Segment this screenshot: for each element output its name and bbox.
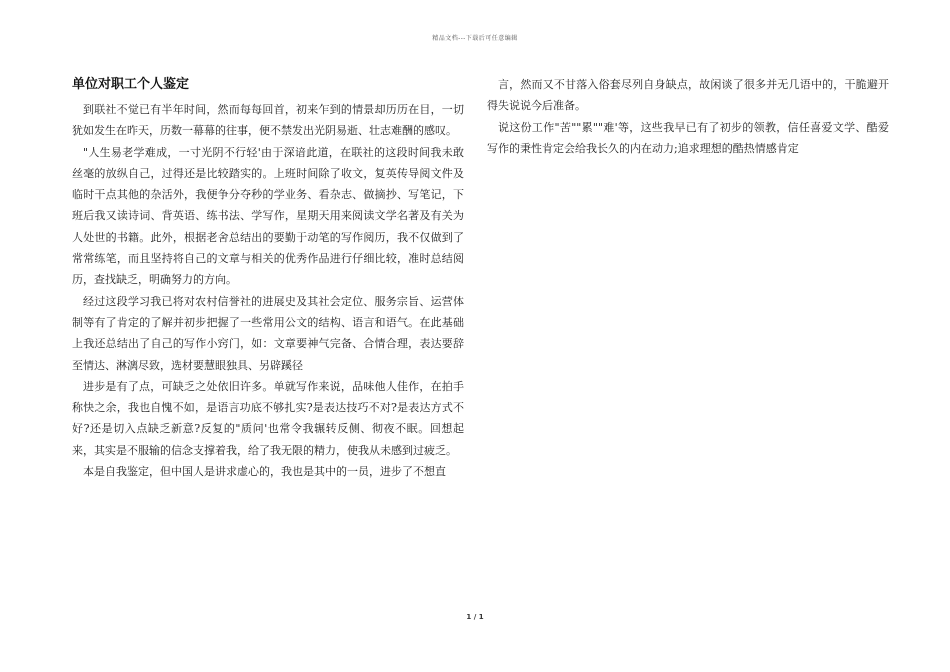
paragraph: 经过这段学习我已将对农村信誉社的进展史及其社会定位、服务宗旨、运营体制等有了肯定的了解并初步把握了一些常用公文的结构、语言和语气。在此基础上我还总结出了自己的写作小窍门，如：文章要神气完备、合情合理，表达要辞至情达、淋漓尽致，选材要慧眼独具、另辟蹊径 <box>72 294 464 372</box>
page-number: 1 / 1 <box>466 613 484 621</box>
paragraph: 说这份工作"苦""累""难'等，这些我早已有了初步的领教，信任喜爱文学、酷爱写作的秉性肯定会给我长久的内在动力;追求理想的酷热情感肯定 <box>487 120 889 155</box>
document-title: 单位对职工个人鉴定 <box>72 77 190 92</box>
paragraph-continued: 言，然而又不甘落入俗套尽列自身缺点，故闲谈了很多并无几语中的，干脆避开得失说说今后准备。 <box>487 78 889 113</box>
paragraph: 进步是有了点，可缺乏之处依旧许多。单就写作来说，品味他人佳作，在拍手称快之余，我也自愧不如，是语言功底不够扎实?是表达技巧不对?是表达方式不好?还是切入点缺乏新意?反复的"质问'也常令我辗转反侧、彻夜不眠。回想起来，其实是不服输的信念支撑着我，给了我无限的精力，使我从未感到过疲乏。 <box>72 379 464 457</box>
paragraph: 本是自我鉴定，但中国人是讲求虚心的，我也是其中的一员，进步了不想直 <box>83 465 446 479</box>
paragraph: "人生易老学难成，一寸光阴不行轻'由于深谙此道，在联社的这段时间我未敢丝毫的放纵自己，过得还是比较踏实的。上班时间除了收文，复英传导阅文件及临时干点其他的杂活外，我便争分夺秒的学业务、看杂志、做摘抄、写笔记，下班后我又读诗词、背英语、练书法、学写作，星期天用来阅读文学名著及有关为人处世的书籍。此外，根据老舍总结出的要勤于动笔的写作阅历，我不仅做到了常常练笔，而且坚持将自己的文章与相关的优秀作品进行仔细比较，准时总结阅历，查找缺乏，明确努力的方向。 <box>72 145 464 287</box>
page-header: 精品文档---下载后可任意编辑 <box>432 35 518 42</box>
paragraph: 到联社不觉已有半年时间，然而每每回首，初来乍到的情景却历历在目，一切犹如发生在昨天，历数一幕幕的往事，便不禁发出光阴易逝、壮志难酬的感叹。 <box>72 103 464 138</box>
right-column <box>487 74 889 159</box>
left-column <box>72 74 464 482</box>
